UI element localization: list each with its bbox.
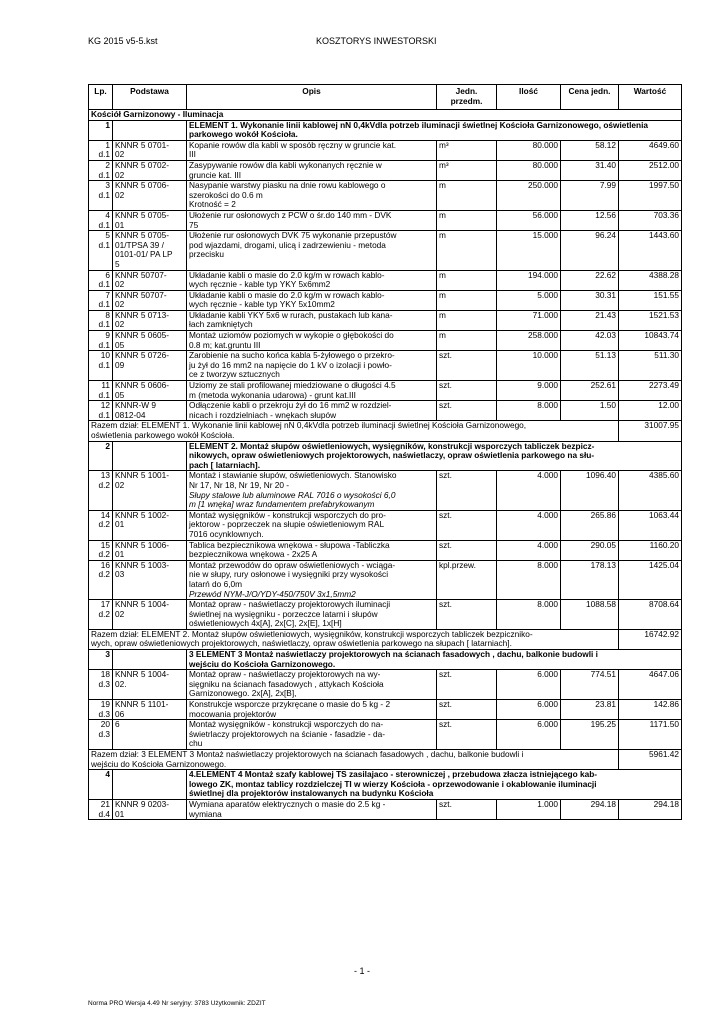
item-unit-price: 21.43: [561, 310, 619, 330]
item-value: 4647.06: [619, 670, 682, 700]
item-opis-text: Montaż uziomów poziomych w wykopie o głębokości do 0.8 m; kat.gruntu III: [189, 330, 394, 350]
item-value: 8708.64: [619, 600, 682, 630]
item-value: 2273.49: [619, 381, 682, 401]
item-podstawa: KNNR 5 0705- 01: [113, 210, 187, 230]
item-unit-price: 22.62: [561, 270, 619, 290]
table-row: [89, 331, 682, 351]
item-opis: [187, 471, 437, 510]
item-opis-text: Uziomy ze stali profilowanej miedziowane o długości 4.5 m (metoda wykonania udarowa) - grunt kat.III: [189, 380, 396, 400]
item-value: 4649.60: [619, 140, 682, 160]
item-quantity: 250.000: [497, 181, 561, 211]
item-lp: 18 d.3: [89, 670, 113, 700]
item-unit-price: 1088.58: [561, 600, 619, 630]
item-unit: szt.: [437, 381, 497, 401]
item-podstawa: KNNR 5 1002- 01: [113, 510, 187, 540]
item-opis: [187, 700, 437, 720]
item-lp: 21 d.4: [89, 799, 113, 819]
item-quantity: 6.000: [497, 700, 561, 720]
item-lp: 5 d.1: [89, 231, 113, 270]
element-spacer: [113, 441, 187, 471]
col-wartosc: Wartość: [619, 85, 682, 110]
element-header-row: [89, 120, 682, 140]
table-row: [89, 181, 682, 211]
col-jedn: Jedn. przedm.: [437, 85, 497, 110]
item-opis-text: Ułożenie rur osłonowych DVK 75 wykonanie przepustów pod wjazdami, drogami, ulicą i zadrzewieniu - metoda przecisku: [189, 230, 397, 260]
item-quantity: 9.000: [497, 381, 561, 401]
item-podstawa: KNNR 5 1001- 02: [113, 471, 187, 510]
item-podstawa: KNNR 5 0713- 02: [113, 310, 187, 330]
item-opis-text: Wymiana aparatów elektrycznych o masie do 2.5 kg - wymiana: [189, 799, 386, 819]
section-sum-label: Razem dział: ELEMENT 1. Wykonanie linii kablowej nN 0,4kVdla potrzeb iluminacji świetlnej Kościoła Garnizonowego, oświetlenia parkowego wokół Kościoła.: [89, 421, 619, 441]
table-row: [89, 799, 682, 819]
element-header-row: [89, 770, 682, 800]
table-row: [89, 560, 682, 599]
col-podstawa: Podstawa: [113, 85, 187, 110]
col-opis: Opis: [187, 85, 437, 110]
item-lp: 9 d.1: [89, 331, 113, 351]
table-header-row: [89, 85, 682, 110]
item-lp: 6 d.1: [89, 270, 113, 290]
item-value: 10843.74: [619, 331, 682, 351]
item-opis-text: Tablica bezpiecznikowa wnękowa - słupowa -Tabliczka bezpiecznikowa wnękowa - 2x25 A: [189, 540, 390, 560]
table-row: [89, 401, 682, 421]
item-opis: [187, 381, 437, 401]
item-lp: 17 d.2: [89, 600, 113, 630]
item-opis: [187, 540, 437, 560]
item-quantity: 56.000: [497, 210, 561, 230]
item-opis: [187, 331, 437, 351]
table-row: [89, 471, 682, 510]
item-unit: kpl.przew.: [437, 560, 497, 599]
section-sum-label: Razem dział: 3 ELEMENT 3 Montaż naświetlaczy projektorowych na ścianach fasadowych , dachu, balkonie budowli i wejściu do Kościoła Garnizonowego.: [89, 750, 619, 770]
item-opis: [187, 210, 437, 230]
item-lp: 2 d.1: [89, 160, 113, 180]
item-opis: [187, 720, 437, 750]
item-unit-price: 1096.40: [561, 471, 619, 510]
item-value: 1997.50: [619, 181, 682, 211]
item-opis-text: Montaż wysięgników - konstrukcji wsporczych do na- świetrlaczy projektorowych na ścianie - fasadzie - da- chu: [189, 719, 385, 749]
item-unit: m: [437, 331, 497, 351]
item-opis: [187, 231, 437, 270]
item-value: 142.86: [619, 700, 682, 720]
item-podstawa: KNNR 5 0726- 09: [113, 351, 187, 381]
item-lp: 1 d.1: [89, 140, 113, 160]
element-header-row: [89, 650, 682, 670]
item-lp: 4 d.1: [89, 210, 113, 230]
table-row: [89, 140, 682, 160]
section-title: Kościół Garnizonowy - Iluminacja: [89, 110, 682, 121]
item-unit-price: 178.13: [561, 560, 619, 599]
item-value: 1171.50: [619, 720, 682, 750]
element-number: 4: [89, 770, 113, 800]
item-opis-text: Nasypanie warstwy piasku na dnie rowu kablowego o szerokości do 0.6 m Krotność = 2: [189, 180, 386, 210]
item-unit: szt.: [437, 700, 497, 720]
item-unit-price: 252.61: [561, 381, 619, 401]
item-lp: 16 d.2: [89, 560, 113, 599]
item-unit-price: 30.31: [561, 290, 619, 310]
item-podstawa: KNNR 5 1101- 06: [113, 700, 187, 720]
item-unit: szt.: [437, 670, 497, 700]
item-value: 1443.60: [619, 231, 682, 270]
item-podstawa: KNNR-W 9 0812-04: [113, 401, 187, 421]
item-opis-text: Układanie kabli o masie do 2.0 kg/m w rowach kablo- wych ręcznie - kable typ YKY 5x10mm2: [189, 290, 385, 310]
section-sum-row: [89, 421, 682, 441]
element-number: 3: [89, 650, 113, 670]
item-opis-text: Montaż opraw - naświetlaczy projektorowych iluminacji świetlnej na wysięgniku - porzeczce latarni i słupów oświetleniowych 4x[A], 2x[C], 2x[E], 1x[H]: [189, 599, 391, 629]
table-row: [89, 720, 682, 750]
item-quantity: 71.000: [497, 310, 561, 330]
item-quantity: 8.000: [497, 401, 561, 421]
item-opis: [187, 560, 437, 599]
item-lp: 3 d.1: [89, 181, 113, 211]
item-opis: [187, 140, 437, 160]
item-unit: szt.: [437, 510, 497, 540]
item-opis-text: Układanie kabli o masie do 2.0 kg/m w rowach kablo- wych ręcznie - kable typ YKY 5x6mm2: [189, 270, 385, 290]
item-opis-text: Układanie kabli YKY 5x6 w rurach, pustakach lub kana- łach zamkniętych: [189, 310, 393, 330]
item-quantity: 6.000: [497, 720, 561, 750]
item-opis-text: Zasypywanie rowów dla kabli wykonanych ręcznie w gruncie kat. III: [189, 160, 382, 180]
page-number: - 1 -: [353, 966, 370, 976]
table-row: [89, 270, 682, 290]
item-unit-price: 294.18: [561, 799, 619, 819]
item-opis: [187, 160, 437, 180]
item-podstawa: 6: [113, 720, 187, 750]
table-row: [89, 700, 682, 720]
item-lp: 12 d.1: [89, 401, 113, 421]
table-row: [89, 540, 682, 560]
table-row: [89, 510, 682, 540]
table-row: [89, 290, 682, 310]
item-quantity: 5.000: [497, 290, 561, 310]
table-row: [89, 351, 682, 381]
item-opis: [187, 270, 437, 290]
item-opis-note: Przewód NYM-J/O/YDY-450/750V 3x1,5mm2: [189, 588, 356, 599]
item-unit: szt.: [437, 401, 497, 421]
section-sum-value: 31007.95: [619, 421, 682, 441]
table-row: [89, 210, 682, 230]
item-unit: szt.: [437, 540, 497, 560]
item-quantity: 80.000: [497, 160, 561, 180]
element-spacer: [113, 650, 187, 670]
item-quantity: 6.000: [497, 670, 561, 700]
item-lp: 8 d.1: [89, 310, 113, 330]
col-ilosc: Ilość: [497, 85, 561, 110]
item-lp: 19 d.3: [89, 700, 113, 720]
col-lp: Lp.: [89, 85, 113, 110]
item-unit: szt.: [437, 720, 497, 750]
item-value: 1425.04: [619, 560, 682, 599]
item-unit: m: [437, 181, 497, 211]
item-quantity: 194.000: [497, 270, 561, 290]
item-unit-price: 774.51: [561, 670, 619, 700]
item-value: 2512.00: [619, 160, 682, 180]
item-lp: 15 d.2: [89, 540, 113, 560]
table-row: [89, 231, 682, 270]
item-value: 1063.44: [619, 510, 682, 540]
item-podstawa: KNNR 5 0706- 02: [113, 181, 187, 211]
item-unit-price: 195.25: [561, 720, 619, 750]
item-opis-text: Kopanie rowów dla kabli w sposób ręczny w gruncie kat. III: [189, 140, 397, 160]
section-sum-row: [89, 750, 682, 770]
item-lp: 13 d.2: [89, 471, 113, 510]
item-unit: m: [437, 270, 497, 290]
item-podstawa: KNNR 9 0203- 01: [113, 799, 187, 819]
item-unit-price: 58.12: [561, 140, 619, 160]
cost-estimate-table: [88, 84, 682, 820]
item-opis-text: Montaż wysięgników - konstrukcji wsporczych do pro- jektorow - poprzeczek na słupie oświetleniowym RAL 7016 ocynklownych.: [189, 510, 386, 539]
item-unit: m: [437, 310, 497, 330]
element-title: ELEMENT 1. Wykonanie linii kablowej nN 0,4kVdla potrzeb iluminacji świetlnej Kościoła Garnizonowego, oświetlenia parkowego wokół Kościoła.: [187, 120, 682, 140]
item-quantity: 15.000: [497, 231, 561, 270]
element-title: 4.ELEMENT 4 Montaż szafy kablowej TS zasilajaco - sterowniczej , przebudowa złacza istniejącego kab- lowego ZK, montaz tablicy rozdzielczej TI w wierzy Kościoła - oprzewodowanie i okablowanie iluminacji świetlnej dla projektorów instalowanych na budynku Kościoła: [187, 770, 682, 800]
item-opis-note: Słupy stalowe lub aluminowe RAL 7016 o wysokości 6,0 m [1 wnęka] wraz fundamentem prefabrykowanym: [189, 489, 396, 510]
item-quantity: 8.000: [497, 600, 561, 630]
item-podstawa: KNNR 5 1006- 01: [113, 540, 187, 560]
section-sum-row: [89, 629, 682, 649]
item-unit: szt.: [437, 351, 497, 381]
item-unit: m³: [437, 140, 497, 160]
item-quantity: 1.000: [497, 799, 561, 819]
item-podstawa: KNNR 5 0605- 05: [113, 331, 187, 351]
item-value: 1160.20: [619, 540, 682, 560]
item-value: 4385.60: [619, 471, 682, 510]
item-opis: [187, 401, 437, 421]
item-unit-price: 265.86: [561, 510, 619, 540]
section-sum-value: 5961.42: [619, 750, 682, 770]
item-podstawa: KNNR 5 0702- 02: [113, 160, 187, 180]
item-unit-price: 7.99: [561, 181, 619, 211]
element-number: 1: [89, 120, 113, 140]
item-value: 151.55: [619, 290, 682, 310]
item-value: 1521.53: [619, 310, 682, 330]
item-value: 703.36: [619, 210, 682, 230]
item-value: 4388.28: [619, 270, 682, 290]
item-quantity: 4.000: [497, 471, 561, 510]
element-number: 2: [89, 441, 113, 471]
item-podstawa: KNNR 5 1004- 02.: [113, 670, 187, 700]
table-row: [89, 310, 682, 330]
item-opis-text: Ułożenie rur osłonowych z PCW o śr.do 140 mm - DVK 75: [189, 210, 392, 230]
item-podstawa: KNNR 50707- 02: [113, 270, 187, 290]
item-quantity: 258.000: [497, 331, 561, 351]
item-unit-price: 51.13: [561, 351, 619, 381]
item-unit-price: 1.50: [561, 401, 619, 421]
item-podstawa: KNNR 5 1003- 03: [113, 560, 187, 599]
item-quantity: 8.000: [497, 560, 561, 599]
item-value: 12.00: [619, 401, 682, 421]
item-opis-text: Montaż i stawianie słupów, oświetleniowych. Stanowisko Nr 17, Nr 18, Nr 19, Nr 20 -: [189, 470, 397, 490]
item-quantity: 10.000: [497, 351, 561, 381]
item-opis-text: Odłączenie kabli o przekroju żył do 16 mm2 w rozdziel- nicach i rozdzielniach - wnękach słupów: [189, 400, 392, 420]
item-opis-text: Konstrukcje wsporcze przykręcane o masie do 5 kg - 2 mocowania projektorów: [189, 699, 391, 719]
item-podstawa: KNNR 5 0606- 05: [113, 381, 187, 401]
item-quantity: 4.000: [497, 540, 561, 560]
item-unit-price: 31.40: [561, 160, 619, 180]
item-unit: m: [437, 210, 497, 230]
item-quantity: 80.000: [497, 140, 561, 160]
item-opis: [187, 600, 437, 630]
item-lp: 11 d.1: [89, 381, 113, 401]
item-unit: m: [437, 231, 497, 270]
item-podstawa: KNNR 5 0701- 02: [113, 140, 187, 160]
table-row: [89, 160, 682, 180]
item-quantity: 4.000: [497, 510, 561, 540]
item-unit-price: 42.03: [561, 331, 619, 351]
item-opis: [187, 351, 437, 381]
item-unit-price: 96.24: [561, 231, 619, 270]
table-row: [89, 381, 682, 401]
item-lp: 20 d.3: [89, 720, 113, 750]
element-title: 3 ELEMENT 3 Montaż naświetlaczy projektorowych na ścianach fasadowych , dachu, balkonie budowli i wejściu do Kościoła Garnizonowego.: [187, 650, 682, 670]
item-opis: [187, 510, 437, 540]
element-spacer: [113, 770, 187, 800]
item-podstawa: KNNR 5 1004- 02: [113, 600, 187, 630]
item-unit: m³: [437, 160, 497, 180]
item-value: 511.30: [619, 351, 682, 381]
item-opis: [187, 670, 437, 700]
element-header-row: [89, 441, 682, 471]
item-opis-text: Zarobienie na sucho końca kabla 5-żyłowego o przekro- ju żył do 16 mm2 na napięcie do 1 kV o izolacji i powło- ce z tworzyw sztucznych: [189, 350, 395, 380]
item-unit: szt.: [437, 600, 497, 630]
software-info: Norma PRO Wersja 4.49 Nr seryjny: 3783 Użytkownik: ZDZIT: [88, 1000, 266, 1007]
item-unit: szt.: [437, 799, 497, 819]
col-cena: Cena jedn.: [561, 85, 619, 110]
item-unit-price: 12.56: [561, 210, 619, 230]
item-unit: szt.: [437, 471, 497, 510]
table-row: [89, 670, 682, 700]
item-opis: [187, 181, 437, 211]
table-row: [89, 600, 682, 630]
element-title: ELEMENT 2. Montaż słupów oświetleniowych, wysięgników, konstrukcji wsporczych tabliczek bezpicz- nikowych, opraw oświetleniowych projektorowych, naświetlaczy, opraw oświetlenia parkowego na słu- pach [ latarniach].: [187, 441, 682, 471]
element-spacer: [113, 120, 187, 140]
item-opis: [187, 290, 437, 310]
item-lp: 7 d.1: [89, 290, 113, 310]
item-podstawa: KNNR 5 0705- 01/TPSA 39 / 0101-01/ PA LP 5: [113, 231, 187, 270]
document-title: KOSZTORYS INWESTORSKI: [316, 36, 437, 46]
item-opis: [187, 310, 437, 330]
item-value: 294.18: [619, 799, 682, 819]
item-podstawa: KNNR 50707- 02: [113, 290, 187, 310]
item-opis: [187, 799, 437, 819]
document-file-name: KG 2015 v5-5.kst: [88, 36, 158, 46]
item-unit: m: [437, 290, 497, 310]
item-unit-price: 290.05: [561, 540, 619, 560]
item-lp: 14 d.2: [89, 510, 113, 540]
item-unit-price: 23.81: [561, 700, 619, 720]
item-opis-text: Montaż opraw - naświetlaczy projektorowych na wy- sięgniku na ścianach fasadowych , attykach Kościoła Garnizonowego. 2x[A], 2x[B],: [189, 669, 384, 699]
item-opis-text: Montaż przewodów do opraw oświetleniowych - wciąga- nie w słupy, rury osłonowe i wysięgniki przy wysokości latarń do 6,0m: [189, 560, 396, 589]
section-sum-value: 16742.92: [619, 629, 682, 649]
item-lp: 10 d.1: [89, 351, 113, 381]
section-title-row: [89, 110, 682, 121]
section-sum-label: Razem dział: ELEMENT 2. Montaż słupów oświetleniowych, wysięgników, konstrukcji wsporczych tabliczek bezpiczniko- wych, opraw oświetleniowych projektorowych, naświetlaczy, opraw oświetlenia parkowego na słupach [ latarniach].: [89, 629, 619, 649]
